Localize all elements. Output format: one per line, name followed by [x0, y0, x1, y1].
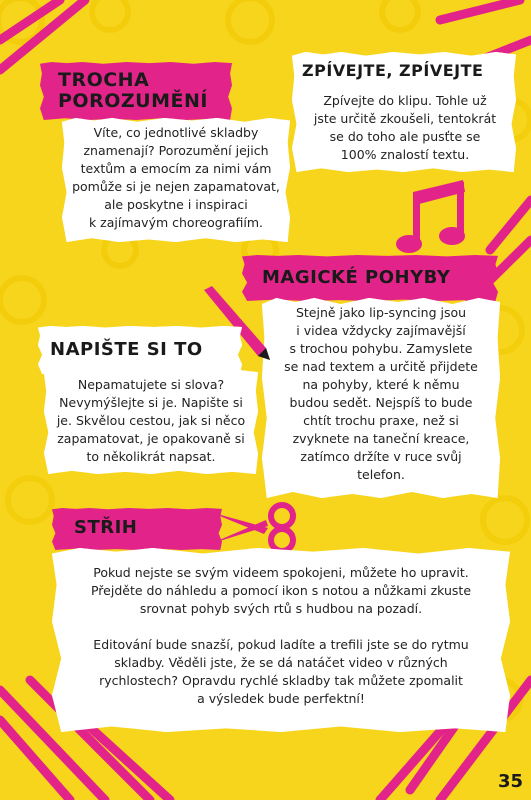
- music-note-icon: [395, 172, 475, 262]
- text-line: i videa vždycky zajímavější: [296, 323, 466, 338]
- text-line: zvyknete na taneční kreace,: [292, 431, 470, 446]
- text-line: chtít trochu praxe, než si: [303, 413, 459, 428]
- porozumeni-title-line2: POROZUMĚNÍ: [58, 89, 208, 112]
- text-line: ale poskytne i inspiraci: [104, 197, 248, 212]
- text-line: to několikrát napsat.: [86, 449, 216, 464]
- strih-title: STŘIH: [74, 517, 138, 538]
- text-line: se do toho ale pusťte se: [329, 129, 481, 144]
- text-line: Zpívejte do klipu. Tohle už: [323, 93, 487, 108]
- text-line: srovnat pohyb svých rtů s hudbou na pozadí.: [139, 601, 423, 616]
- text-line: k zajímavým choreografiím.: [88, 215, 264, 230]
- zpivejte-title: ZPÍVEJTE, ZPÍVEJTE: [302, 61, 484, 80]
- porozumeni-title-line1: TROCHA: [58, 69, 150, 91]
- text-line: je. Skvělou cestou, jak si něco: [56, 413, 246, 428]
- text-line: Pokud nejste se svým videem spokojeni, můžete ho upravit.: [93, 565, 469, 580]
- text-line: se nad textem a určitě přijdete: [284, 359, 478, 374]
- page-number: 35: [497, 771, 523, 792]
- text-line: rychlostech? Opravdu rychlé skladby tak můžete zpomalit: [99, 673, 463, 688]
- magicke-text: [268, 304, 494, 484]
- text-line: zapamatovat, je opakovaně si: [57, 431, 245, 446]
- text-line: a výsledek bude perfektní!: [197, 691, 365, 706]
- text-line: s trochou pohybu. Zamyslete: [289, 341, 473, 356]
- text-line: Víte, co jednotlivé skladby: [93, 125, 259, 140]
- text-line: Přejděte do náhledu a pomocí ikon s notou a nůžkami zkuste: [90, 583, 472, 598]
- text-line: budou sedět. Nejspíš to bude: [289, 395, 473, 410]
- scissors-icon: [206, 502, 302, 552]
- text-line: Editování bude snazší, pokud ladíte a trefili jste se do rytmu: [93, 637, 469, 652]
- text-line: zatímco držíte v ruce svůj: [300, 449, 462, 464]
- text-line: Nevymýšlejte si je. Napište si: [59, 395, 243, 410]
- porozumeni-title: [58, 70, 208, 112]
- text-line: pomůže si je nejen zapamatovat,: [72, 179, 280, 194]
- zpivejte-text: [300, 92, 510, 164]
- text-line: znamenají? Porozumění jejich: [83, 143, 269, 158]
- text-line: 100% znalostí textu.: [340, 147, 470, 162]
- text-line: Stejně jako lip-syncing jsou: [295, 305, 467, 320]
- text-line: jste určitě zkoušeli, tentokrát: [313, 111, 497, 126]
- text-line: [60, 618, 502, 636]
- text-line: Nepamatujete si slova?: [77, 377, 225, 392]
- porozumeni-text: [70, 124, 282, 232]
- magicke-title: MAGICKÉ POHYBY: [262, 267, 451, 288]
- text-line: skladby. Věděli jste, že se dá natáčet video v různých: [114, 655, 448, 670]
- text-line: telefon.: [357, 467, 405, 482]
- napiste-text: [48, 376, 254, 466]
- text-line: textům a emocím za nimi vám: [80, 161, 272, 176]
- napiste-title: NAPIŠTE SI TO: [50, 339, 203, 360]
- text-line: na pohyby, které k němu: [302, 377, 460, 392]
- strih-text: [60, 564, 502, 708]
